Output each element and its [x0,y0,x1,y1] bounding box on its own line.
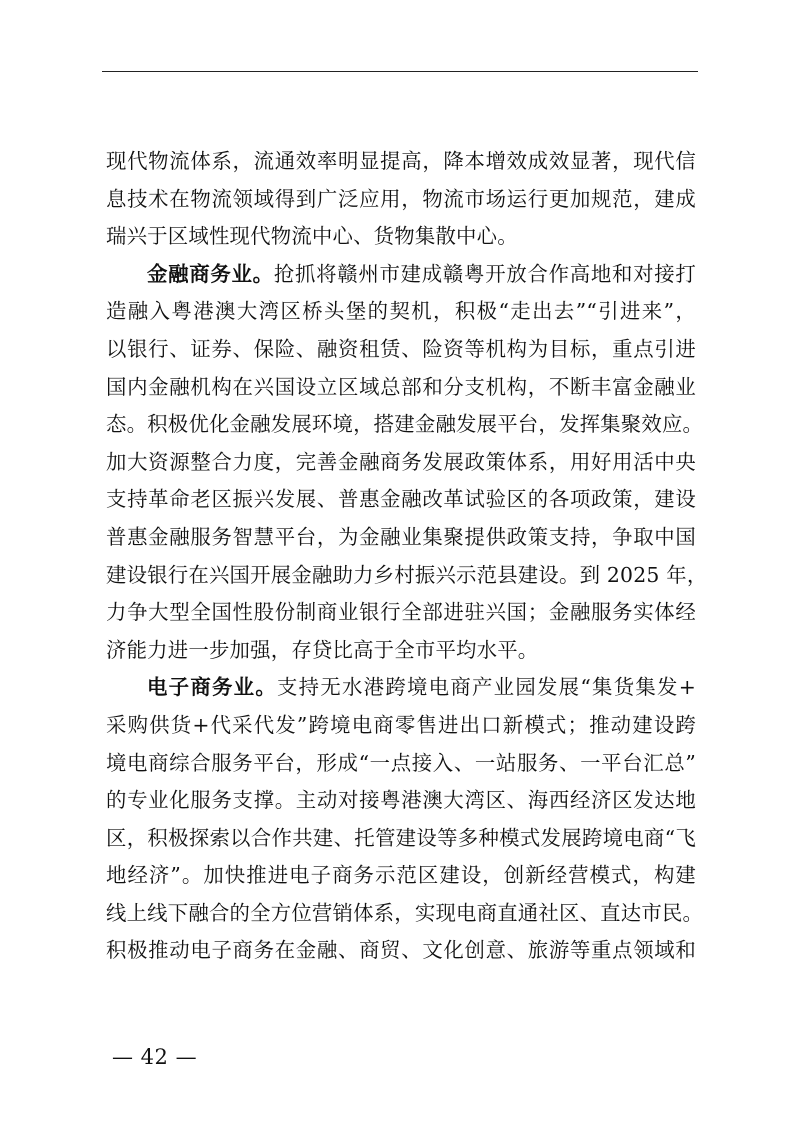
text-line: 国内金融机构在兴国设立区域总部和分支机构，不断丰富金融业 [106,374,696,399]
text-line: 线上线下融合的全方位营销体系，实现电商直通社区、直达市民。 [106,900,704,925]
text-line: 地经济”。加快推进电子商务示范区建设，创新经营模式，构建 [106,863,696,888]
page-number: — 42 — [112,1045,198,1069]
paragraph-finance [106,256,708,670]
text-line: 采购供货+代采代发”跨境电商零售进出口新模式；推动建设跨 [106,712,696,737]
section-heading-finance: 金融商务业。 [147,261,274,286]
text-line: 瑞兴于区域性现代物流中心、货物集散中心。 [106,224,518,249]
document-body [106,143,708,970]
text-line: 现代物流体系，流通效率明显提高，降本增效成效显著，现代信 [106,149,696,173]
text-line: 加大资源整合力度，完善金融商务发展政策体系，用好用活中央 [106,449,696,474]
text-line: 息技术在物流领域得到广泛应用，物流市场运行更加规范，建成 [106,186,696,211]
text-run: 支持无水港跨境电商产业园发展“集货集发+ [277,675,697,700]
text-run: 抢抓将赣州市建成赣粤开放合作高地和对接打 [273,261,697,286]
text-line: 境电商综合服务平台，形成“一点接入、一站服务、一平台汇总” [106,750,696,775]
paragraph-logistics [106,143,696,256]
text-line: 以银行、证券、保险、融资租赁、险资等机构为目标，重点引进 [106,336,696,361]
text-line: 力争大型全国性股份制商业银行全部进驻兴国；金融服务实体经 [106,600,696,625]
text-line: 支持革命老区振兴发展、普惠金融改革试验区的各项政策，建设 [106,487,696,512]
section-heading-ecommerce: 电子商务业。 [147,675,278,700]
text-line [106,669,696,707]
text-line: 态。积极优化金融发展环境，搭建金融发展平台，发挥集聚效应。 [106,412,704,437]
text-line: 造融入粤港澳大湾区桥头堡的契机，积极“走出去”“引进来”， [106,299,696,324]
text-line: 普惠金融服务智慧平台，为金融业集聚提供政策支持，争取中国 [106,524,696,549]
text-line [106,256,696,294]
text-line: 建设银行在兴国开展金融助力乡村振兴示范县建设。到 2025 年， [106,562,708,587]
text-line: 区，积极探索以合作共建、托管建设等多种模式发展跨境电商“飞 [106,825,696,850]
header-rule [102,71,698,72]
text-line: 济能力进一步加强，存贷比高于全市平均水平。 [106,637,539,662]
text-line: 的专业化服务支撑。主动对接粤港澳大湾区、海西经济区发达地 [106,788,696,813]
text-line: 积极推动电子商务在金融、商贸、文化创意、旅游等重点领域和 [106,938,696,963]
paragraph-ecommerce [106,669,704,970]
